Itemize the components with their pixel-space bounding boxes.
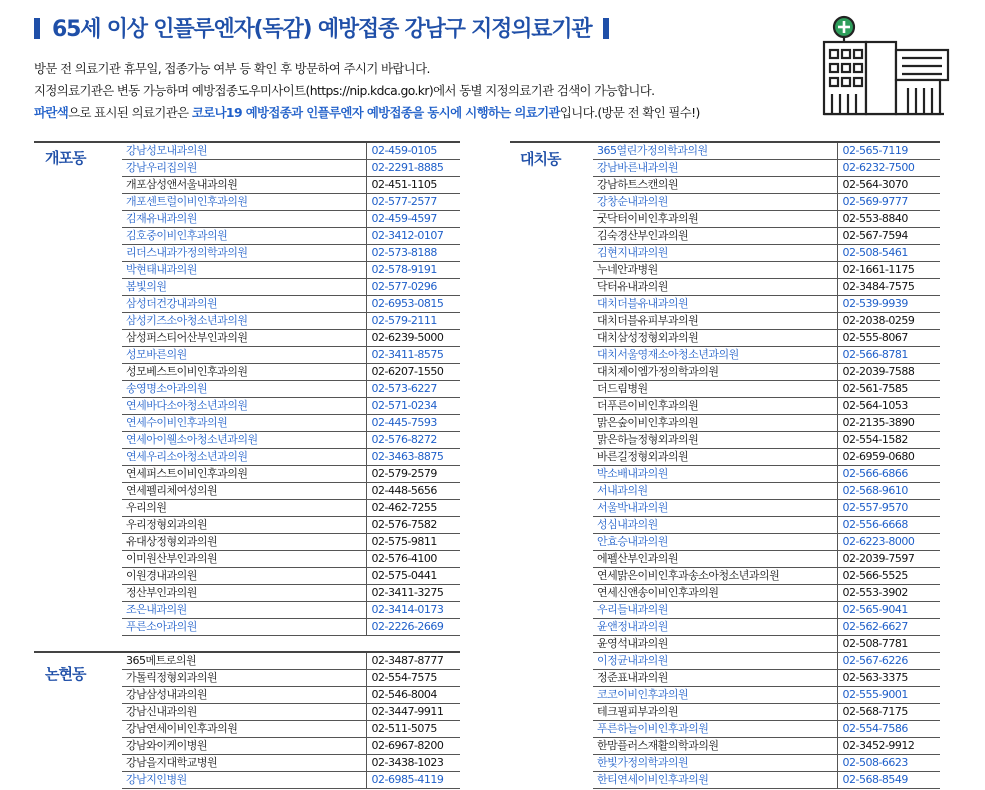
clinic-name: 우리의원 [122, 500, 366, 517]
title-bar-right [603, 18, 609, 39]
clinic-name: 정산부인과의원 [122, 585, 366, 602]
clinic-name: 대치제이엠가정의학과의원 [593, 364, 837, 381]
clinic-name: 김재유내과의원 [122, 211, 366, 228]
clinic-phone: 02-2135-3890 [837, 415, 940, 432]
table-row [122, 466, 460, 483]
table-row [593, 279, 940, 296]
table-row [593, 568, 940, 585]
clinic-phone: 02-568-8549 [837, 772, 940, 789]
clinic-name: 가톨릭정형외과의원 [122, 670, 366, 687]
clinic-name: 연세바다소아청소년과의원 [122, 398, 366, 415]
clinic-name: 강남지인병원 [122, 772, 366, 789]
clinic-phone: 02-2226-2669 [366, 619, 460, 636]
clinic-name: 강남을지대학교병원 [122, 755, 366, 772]
table-row [122, 211, 460, 228]
clinic-name: 대치삼성정형외과의원 [593, 330, 837, 347]
clinic-name: 김현지내과의원 [593, 245, 837, 262]
table-row [593, 432, 940, 449]
clinic-phone: 02-568-9610 [837, 483, 940, 500]
clinic-name: 연세우리소아청소년과의원 [122, 449, 366, 466]
table-row [593, 415, 940, 432]
clinic-phone: 02-3412-0107 [366, 228, 460, 245]
table-row [122, 415, 460, 432]
table-row [122, 228, 460, 245]
clinic-phone: 02-573-8188 [366, 245, 460, 262]
table-row [122, 670, 460, 687]
table-row [122, 653, 460, 670]
clinic-name: 강남우리집의원 [122, 160, 366, 177]
clinic-name: 안효승내과의원 [593, 534, 837, 551]
clinic-phone: 02-508-5461 [837, 245, 940, 262]
clinic-phone: 02-2038-0259 [837, 313, 940, 330]
clinic-phone: 02-3447-9911 [366, 704, 460, 721]
blue-legend-word: 파란색 [34, 105, 69, 120]
table-row [593, 653, 940, 670]
clinic-name: 바른길정형외과의원 [593, 449, 837, 466]
table-row [122, 568, 460, 585]
clinic-name: 365열린가정의학과의원 [593, 143, 837, 160]
clinic-name: 대치더블유내과의원 [593, 296, 837, 313]
clinic-phone: 02-573-6227 [366, 381, 460, 398]
clinic-phone: 02-569-9777 [837, 194, 940, 211]
clinic-phone: 02-576-4100 [366, 551, 460, 568]
table-row [122, 585, 460, 602]
clinic-name: 이원경내과의원 [122, 568, 366, 585]
table-row [122, 194, 460, 211]
clinic-name: 누네안과병원 [593, 262, 837, 279]
clinic-phone: 02-561-7585 [837, 381, 940, 398]
clinic-name: 성모바른의원 [122, 347, 366, 364]
clinic-phone: 02-462-7255 [366, 500, 460, 517]
clinic-phone: 02-3414-0173 [366, 602, 460, 619]
table-row [593, 160, 940, 177]
table-row [593, 347, 940, 364]
clinic-name: 한맘플러스재활의학과의원 [593, 738, 837, 755]
clinic-phone: 02-578-9191 [366, 262, 460, 279]
clinic-name: 연세아이웰소아청소년과의원 [122, 432, 366, 449]
clinic-phone: 02-6239-5000 [366, 330, 460, 347]
clinic-phone: 02-565-7119 [837, 143, 940, 160]
clinic-phone: 02-553-8840 [837, 211, 940, 228]
table-row [122, 602, 460, 619]
clinic-phone: 02-2039-7597 [837, 551, 940, 568]
table-row [122, 500, 460, 517]
table-row [593, 262, 940, 279]
clinic-phone: 02-571-0234 [366, 398, 460, 415]
clinic-name: 대치더블유피부과의원 [593, 313, 837, 330]
clinic-name: 대치서울영재소아청소년과의원 [593, 347, 837, 364]
clinic-name: 우리정형외과의원 [122, 517, 366, 534]
clinic-phone: 02-459-0105 [366, 143, 460, 160]
table-row [122, 704, 460, 721]
clinic-name: 개포삼성앤서울내과의원 [122, 177, 366, 194]
table-row [593, 636, 940, 653]
clinic-phone: 02-459-4597 [366, 211, 460, 228]
table-row [593, 755, 940, 772]
clinic-name: 굿닥터이비인후과의원 [593, 211, 837, 228]
clinic-name: 삼성키즈소아청소년과의원 [122, 313, 366, 330]
table-row [593, 211, 940, 228]
table-row [122, 296, 460, 313]
clinic-phone: 02-553-3902 [837, 585, 940, 602]
clinic-phone: 02-6967-8200 [366, 738, 460, 755]
clinic-table-daechi [593, 143, 940, 789]
table-row [122, 313, 460, 330]
clinic-phone: 02-448-5656 [366, 483, 460, 500]
clinic-phone: 02-579-2111 [366, 313, 460, 330]
clinic-name: 연세신앤송이비인후과의원 [593, 585, 837, 602]
clinic-name: 푸른하늘이비인후과의원 [593, 721, 837, 738]
table-row [593, 619, 940, 636]
table-row [122, 449, 460, 466]
table-row [593, 296, 940, 313]
clinic-name: 이미원산부인과의원 [122, 551, 366, 568]
table-row [122, 534, 460, 551]
table-row [122, 772, 460, 789]
hospital-building-icon [810, 14, 958, 118]
table-row [122, 738, 460, 755]
clinic-phone: 02-566-6866 [837, 466, 940, 483]
table-row [593, 602, 940, 619]
table-row [593, 687, 940, 704]
table-row [122, 687, 460, 704]
table-row [122, 160, 460, 177]
table-row [122, 330, 460, 347]
clinic-phone: 02-2039-7588 [837, 364, 940, 381]
clinic-name: 조은내과의원 [122, 602, 366, 619]
table-row [593, 245, 940, 262]
clinic-phone: 02-564-1053 [837, 398, 940, 415]
clinic-phone: 02-539-9939 [837, 296, 940, 313]
table-row [122, 177, 460, 194]
clinic-phone: 02-567-7594 [837, 228, 940, 245]
table-row [122, 619, 460, 636]
table-row [593, 517, 940, 534]
table-row [122, 262, 460, 279]
table-row [122, 398, 460, 415]
table-row [593, 143, 940, 160]
clinic-name: 성심내과의원 [593, 517, 837, 534]
table-row [122, 755, 460, 772]
clinic-phone: 02-576-8272 [366, 432, 460, 449]
table-row [122, 381, 460, 398]
clinic-phone: 02-556-6668 [837, 517, 940, 534]
clinic-phone: 02-577-0296 [366, 279, 460, 296]
table-row [593, 364, 940, 381]
clinic-name: 봄빛의원 [122, 279, 366, 296]
clinic-name: 강남하트스캔의원 [593, 177, 837, 194]
table-row [122, 347, 460, 364]
dong-label-daechi: 대치동 [520, 150, 561, 168]
notice-line-2: 지정의료기관은 변동 가능하며 예방접종도우미사이트(https://nip.kdca.go.kr)에서 동별 지정의료기관 검색이 가능합니다. [34, 83, 655, 98]
clinic-phone: 02-555-9001 [837, 687, 940, 704]
clinic-name: 닥터유내과의원 [593, 279, 837, 296]
clinic-name: 김숙경산부인과의원 [593, 228, 837, 245]
table-row [593, 330, 940, 347]
table-row [122, 517, 460, 534]
table-row [122, 245, 460, 262]
clinic-phone: 02-3438-1023 [366, 755, 460, 772]
clinic-table-gaepo [122, 143, 460, 636]
clinic-phone: 02-3487-8777 [366, 653, 460, 670]
clinic-name: 연세맑은이비인후과송소아청소년과의원 [593, 568, 837, 585]
table-row [122, 551, 460, 568]
table-row [122, 364, 460, 381]
clinic-phone: 02-2291-8885 [366, 160, 460, 177]
table-row [593, 670, 940, 687]
clinic-name: 더드림병원 [593, 381, 837, 398]
table-row [122, 432, 460, 449]
clinic-name: 우리들내과의원 [593, 602, 837, 619]
clinic-name: 윤앤정내과의원 [593, 619, 837, 636]
clinic-name: 김호중이비인후과의원 [122, 228, 366, 245]
clinic-phone: 02-567-6226 [837, 653, 940, 670]
clinic-name: 강남바른내과의원 [593, 160, 837, 177]
table-row [593, 177, 940, 194]
clinic-phone: 02-557-9570 [837, 500, 940, 517]
clinic-name: 한티연세이비인후과의원 [593, 772, 837, 789]
clinic-table-nonhyeon [122, 653, 460, 789]
clinic-phone: 02-6232-7500 [837, 160, 940, 177]
notice-line-3 [34, 103, 700, 121]
clinic-name: 강창순내과의원 [593, 194, 837, 211]
clinic-name: 박현태내과의원 [122, 262, 366, 279]
clinic-name: 365메트로의원 [122, 653, 366, 670]
table-row [593, 772, 940, 789]
clinic-name: 유대상정형외과의원 [122, 534, 366, 551]
clinic-phone: 02-577-2577 [366, 194, 460, 211]
table-row [122, 279, 460, 296]
clinic-phone: 02-568-7175 [837, 704, 940, 721]
clinic-phone: 02-563-3375 [837, 670, 940, 687]
notice-line-1: 방문 전 의료기관 휴무일, 접종가능 여부 등 확인 후 방문하여 주시기 바랍니다. [34, 61, 430, 76]
table-row [593, 738, 940, 755]
table-row [122, 721, 460, 738]
clinic-name: 강남신내과의원 [122, 704, 366, 721]
clinic-name: 윤영석내과의원 [593, 636, 837, 653]
clinic-phone: 02-555-8067 [837, 330, 940, 347]
notice-line-3-part-4: 입니다.(방문 전 확인 필수!) [559, 105, 700, 120]
table-row [593, 483, 940, 500]
clinic-phone: 02-579-2579 [366, 466, 460, 483]
clinic-phone: 02-566-8781 [837, 347, 940, 364]
clinic-phone: 02-554-1582 [837, 432, 940, 449]
table-row [122, 483, 460, 500]
dong-label-gaepo: 개포동 [45, 149, 86, 167]
table-row [593, 398, 940, 415]
table-row [593, 704, 940, 721]
dong-label-nonhyeon: 논현동 [45, 665, 86, 683]
clinic-phone: 02-1661-1175 [837, 262, 940, 279]
clinic-name: 연세퍼스트이비인후과의원 [122, 466, 366, 483]
clinic-phone: 02-6953-0815 [366, 296, 460, 313]
clinic-phone: 02-508-7781 [837, 636, 940, 653]
clinic-phone: 02-3484-7575 [837, 279, 940, 296]
clinic-name: 성모베스트이비인후과의원 [122, 364, 366, 381]
clinic-name: 서울박내과의원 [593, 500, 837, 517]
table-row [593, 466, 940, 483]
clinic-name: 이정균내과의원 [593, 653, 837, 670]
clinic-name: 강남와이케이병원 [122, 738, 366, 755]
clinic-phone: 02-546-8004 [366, 687, 460, 704]
clinic-phone: 02-3411-3275 [366, 585, 460, 602]
table-row [593, 313, 940, 330]
clinic-phone: 02-554-7575 [366, 670, 460, 687]
title-bar-left [34, 18, 40, 39]
clinic-name: 강남성모내과의원 [122, 143, 366, 160]
clinic-name: 삼성퍼스티어산부인과의원 [122, 330, 366, 347]
table-row [593, 381, 940, 398]
page-title-text: 65세 이상 인플루엔자(독감) 예방접종 강남구 지정의료기관 [52, 17, 592, 42]
clinic-name: 박소배내과의원 [593, 466, 837, 483]
clinic-name: 더푸른이비인후과의원 [593, 398, 837, 415]
clinic-name: 연세펠리체여성의원 [122, 483, 366, 500]
clinic-phone: 02-562-6627 [837, 619, 940, 636]
table-row [593, 721, 940, 738]
clinic-name: 맑은숲이비인후과의원 [593, 415, 837, 432]
clinic-name: 리더스내과가정의학과의원 [122, 245, 366, 262]
notice-line-3-part-2: 으로 표시된 의료기관은 [68, 105, 192, 120]
clinic-phone: 02-575-9811 [366, 534, 460, 551]
clinic-phone: 02-564-3070 [837, 177, 940, 194]
clinic-phone: 02-554-7586 [837, 721, 940, 738]
clinic-phone: 02-565-9041 [837, 602, 940, 619]
clinic-phone: 02-508-6623 [837, 755, 940, 772]
clinic-phone: 02-3411-8575 [366, 347, 460, 364]
clinic-phone: 02-6207-1550 [366, 364, 460, 381]
table-row [593, 534, 940, 551]
clinic-phone: 02-576-7582 [366, 517, 460, 534]
clinic-phone: 02-3463-8875 [366, 449, 460, 466]
clinic-name: 강남삼성내과의원 [122, 687, 366, 704]
page-title [34, 12, 609, 43]
clinic-name: 개포센트럴이비인후과의원 [122, 194, 366, 211]
table-row [122, 143, 460, 160]
table-row [593, 194, 940, 211]
clinic-name: 에펠산부인과의원 [593, 551, 837, 568]
blue-legend-description: 코로나19 예방접종과 인플루엔자 예방접종을 동시에 시행하는 의료기관 [191, 105, 560, 120]
clinic-phone: 02-445-7593 [366, 415, 460, 432]
clinic-name: 강남연세이비인후과의원 [122, 721, 366, 738]
clinic-name: 푸른소아과의원 [122, 619, 366, 636]
clinic-name: 한빛가정의학과의원 [593, 755, 837, 772]
clinic-name: 맑은하늘정형외과의원 [593, 432, 837, 449]
table-row [593, 500, 940, 517]
clinic-name: 연세수이비인후과의원 [122, 415, 366, 432]
table-row [593, 449, 940, 466]
clinic-phone: 02-575-0441 [366, 568, 460, 585]
table-row [593, 228, 940, 245]
clinic-phone: 02-6223-8000 [837, 534, 940, 551]
clinic-phone: 02-6985-4119 [366, 772, 460, 789]
clinic-name: 서내과의원 [593, 483, 837, 500]
clinic-phone: 02-3452-9912 [837, 738, 940, 755]
clinic-phone: 02-451-1105 [366, 177, 460, 194]
clinic-phone: 02-566-5525 [837, 568, 940, 585]
clinic-phone: 02-6959-0680 [837, 449, 940, 466]
clinic-name: 테크필피부과의원 [593, 704, 837, 721]
clinic-name: 정준표내과의원 [593, 670, 837, 687]
clinic-phone: 02-511-5075 [366, 721, 460, 738]
clinic-name: 코코이비인후과의원 [593, 687, 837, 704]
clinic-name: 삼성더건강내과의원 [122, 296, 366, 313]
table-row [593, 585, 940, 602]
table-row [593, 551, 940, 568]
clinic-name: 송영명소아과의원 [122, 381, 366, 398]
